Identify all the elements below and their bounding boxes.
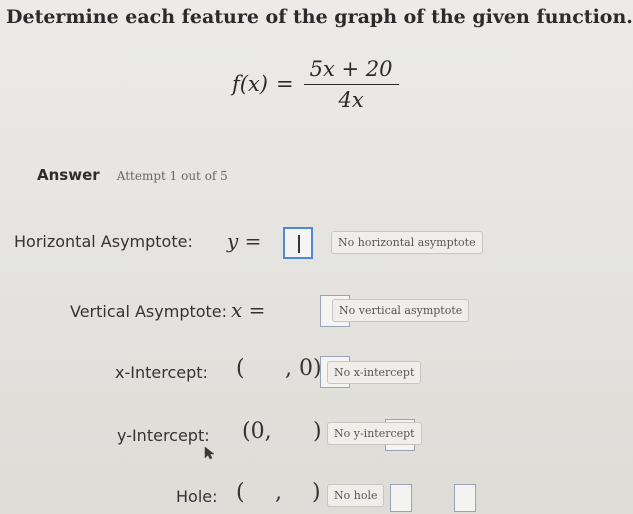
fraction-numerator: 5x + 20	[304, 57, 399, 85]
no-y-intercept-button[interactable]: No y-intercept	[327, 422, 422, 445]
vertical-asymptote-label: Vertical Asymptote:	[70, 302, 228, 321]
answer-header	[37, 165, 228, 184]
horizontal-asymptote-input[interactable]	[283, 227, 313, 259]
y-intercept-open: (0,	[242, 419, 272, 444]
question-title: Determine each feature of the graph of the given function.	[6, 6, 633, 28]
mouse-pointer-icon	[204, 446, 216, 460]
equals-sign: =	[276, 72, 294, 96]
hole-label: Hole:	[176, 487, 218, 506]
function-lhs: f(x)	[232, 72, 269, 96]
hole-x-input[interactable]	[390, 484, 412, 512]
horizontal-asymptote-var: y =	[227, 229, 262, 253]
function-formula	[232, 58, 399, 110]
vertical-asymptote-var: x =	[231, 298, 266, 322]
no-hole-button[interactable]: No hole	[327, 484, 384, 507]
no-x-intercept-button[interactable]: No x-intercept	[327, 361, 421, 384]
x-intercept-close: , 0)	[285, 356, 322, 381]
hole-close-paren: )	[312, 480, 321, 505]
fraction-denominator: 4x	[338, 87, 364, 112]
fraction	[304, 57, 399, 112]
attempt-counter: Attempt 1 out of 5	[116, 169, 228, 183]
y-intercept-close-paren: )	[313, 419, 322, 444]
hole-comma: ,	[275, 480, 282, 505]
text-caret	[298, 235, 300, 253]
answer-label: Answer	[37, 166, 100, 184]
horizontal-asymptote-label: Horizontal Asymptote:	[14, 232, 193, 251]
y-intercept-label: y-Intercept:	[117, 426, 210, 445]
hole-open-paren: (	[236, 480, 245, 505]
x-intercept-open-paren: (	[236, 356, 245, 381]
no-vertical-asymptote-button[interactable]: No vertical asymptote	[332, 299, 469, 322]
hole-y-input[interactable]	[454, 484, 476, 512]
x-intercept-label: x-Intercept:	[115, 363, 208, 382]
no-horizontal-asymptote-button[interactable]: No horizontal asymptote	[331, 231, 483, 254]
